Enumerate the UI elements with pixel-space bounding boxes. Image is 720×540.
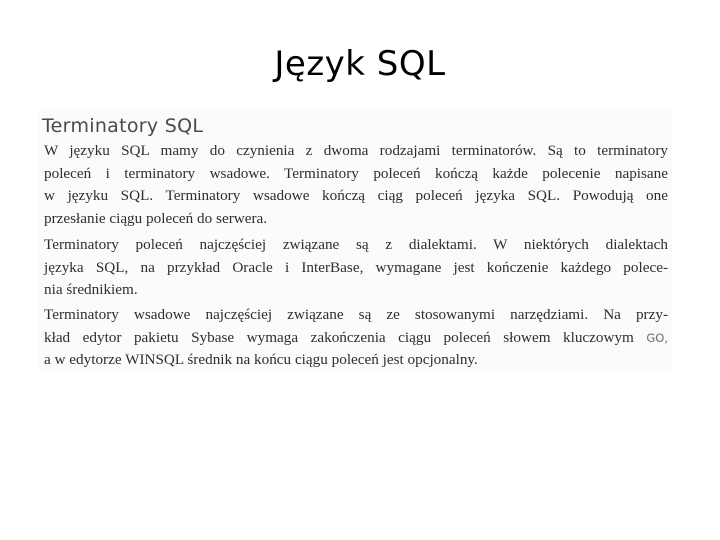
paragraph-line: Terminatory poleceń najczęściej związane są z dialektami. W niektórych dialektach (44, 236, 668, 253)
paragraph-line: a w edytorze WINSQL średnik na końcu ciągu poleceń jest opcjonalny. (44, 351, 478, 368)
paragraph-line: przesłanie ciągu poleceń do serwera. (44, 209, 268, 227)
paragraph-line: nia średnikiem. (44, 281, 138, 298)
page-title: Język SQL (274, 44, 446, 84)
paragraph-line-text: kład edytor pakietu Sybase wymaga zakończenia ciągu poleceń słowem kluczowym (44, 328, 634, 346)
paragraph-1 (44, 140, 668, 230)
paragraph-line: Terminatory wsadowe najczęściej związane są ze stosowanymi narzędziami. Na przy- (44, 306, 668, 323)
section-heading: Terminatory SQL (42, 115, 204, 137)
paragraph-line: poleceń i terminatory wsadowe. Terminatory poleceń kończą każde polecenie napisane (44, 164, 668, 182)
paragraph-3 (44, 304, 668, 372)
scanned-text-image (38, 110, 672, 372)
paragraph-line: w języku SQL. Terminatory wsadowe kończą ciąg poleceń języka SQL. Powodują one (44, 187, 668, 204)
keyword-go: GO, (646, 330, 668, 345)
paragraph-line: języka SQL, na przykład Oracle i InterBase, wymagane jest kończenie każdego polece- (44, 258, 668, 276)
paragraph-line: W języku SQL mamy do czynienia z dwoma rodzajami terminatorów. Są to terminatory (44, 142, 668, 159)
paragraph-line (44, 327, 668, 350)
paragraph-2 (44, 234, 668, 302)
